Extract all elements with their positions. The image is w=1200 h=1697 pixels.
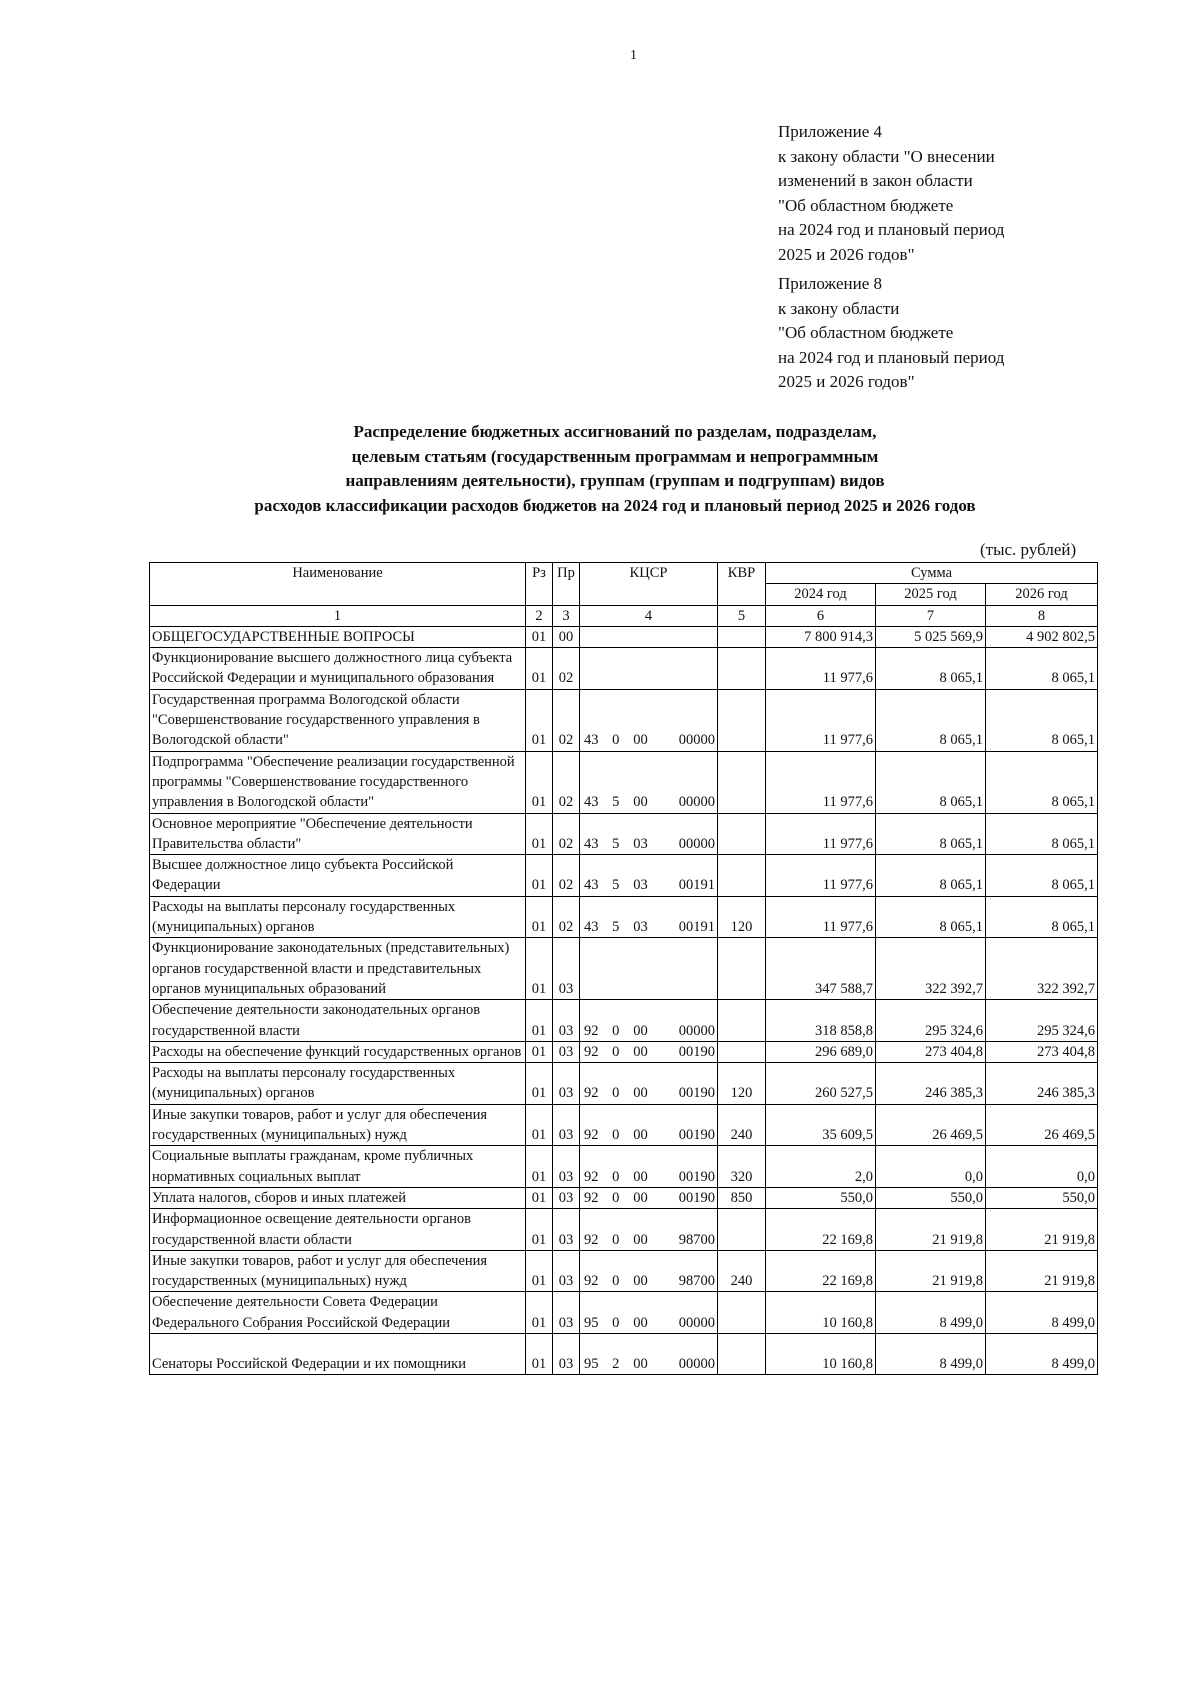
kcsr-part: 00000 [678,835,715,852]
header-pr: Пр [553,563,580,606]
kcsr-part: 95 [584,1314,599,1331]
row-kcsr [580,1000,718,1042]
row-pr: 03 [553,1146,580,1188]
row-kvr: 850 [718,1187,766,1208]
row-name: Высшее должностное лицо субъекта Российской Федерации [150,855,526,897]
kcsr-part: 03 [633,919,648,936]
kcsr-part: 2 [612,1355,620,1372]
row-value-2025: 21 919,8 [876,1250,986,1292]
kcsr-part: 92 [584,1189,599,1206]
row-name: Подпрограмма "Обеспечение реализации государственной программы "Совершенствование государственного управления в Вологодской области" [150,751,526,813]
kcsr-part: 00 [633,1273,648,1290]
row-pr: 03 [553,1187,580,1208]
row-name: Иные закупки товаров, работ и услуг для обеспечения государственных (муниципальных) нужд [150,1104,526,1146]
row-kcsr [580,1209,718,1251]
appendix-8-line: "Об областном бюджете [778,323,954,342]
kcsr-part: 0 [612,732,620,749]
row-value-2026: 246 385,3 [986,1063,1098,1105]
row-name: Основное мероприятие "Обеспечение деятельности Правительства области" [150,813,526,855]
row-pr: 03 [553,1063,580,1105]
kcsr-part: 0 [612,1231,620,1248]
row-value-2026: 0,0 [986,1146,1098,1188]
row-value-2026: 8 065,1 [986,896,1098,938]
kcsr-part: 00 [633,1231,648,1248]
row-value-2026: 295 324,6 [986,1000,1098,1042]
appendix-8-line: на 2024 год и плановый период [778,347,1005,367]
row-value-2026: 8 065,1 [986,813,1098,855]
kcsr-part: 00 [633,1022,648,1039]
row-rz: 01 [526,1187,553,1208]
row-pr: 03 [553,938,580,1000]
row-value-2026: 550,0 [986,1187,1098,1208]
row-name: Информационное освещение деятельности органов государственной власти области [150,1209,526,1251]
column-number: 6 [766,605,876,626]
row-value-2025: 8 065,1 [876,689,986,751]
row-kvr: 240 [718,1250,766,1292]
row-value-2025: 246 385,3 [876,1063,986,1105]
row-value-2024: 11 977,6 [766,896,876,938]
budget-table [149,562,1098,1375]
kcsr-part: 92 [584,1168,599,1185]
row-pr: 02 [553,855,580,897]
table-row [150,648,1098,690]
row-kcsr [580,1146,718,1188]
row-kvr [718,855,766,897]
row-kvr: 320 [718,1146,766,1188]
row-pr: 03 [553,1041,580,1062]
kcsr-part: 92 [584,1022,599,1039]
row-value-2025: 8 065,1 [876,855,986,897]
table-row [150,1000,1098,1042]
row-value-2024: 22 169,8 [766,1250,876,1292]
title-line: направлениям деятельности), группам (группам и подгруппам) видов [345,471,885,490]
row-value-2025: 8 499,0 [876,1333,986,1374]
kcsr-part: 43 [584,919,599,936]
header-year-2026: 2026 год [986,584,1098,605]
row-value-2024: 22 169,8 [766,1209,876,1251]
row-kvr [718,1209,766,1251]
row-value-2025: 8 065,1 [876,896,986,938]
kcsr-part: 00191 [678,877,715,894]
row-value-2026: 8 065,1 [986,648,1098,690]
row-name: Расходы на обеспечение функций государственных органов [150,1041,526,1062]
table-row [150,896,1098,938]
row-kcsr [580,626,718,647]
kcsr-part: 00190 [678,1189,715,1206]
row-value-2026: 8 065,1 [986,855,1098,897]
row-kcsr [580,1250,718,1292]
row-kvr: 120 [718,1063,766,1105]
row-value-2025: 8 065,1 [876,648,986,690]
kcsr-part: 00 [633,1355,648,1372]
row-pr: 03 [553,1292,580,1334]
document-title [120,420,1110,518]
header-sum: Сумма [766,563,1098,584]
table-row [150,689,1098,751]
header-year-2024: 2024 год [766,584,876,605]
table-body [150,626,1098,1374]
kcsr-part: 5 [612,919,620,936]
row-name: Функционирование законодательных (представительных) органов государственной власти и представительных органов муниципальных образований [150,938,526,1000]
row-rz: 01 [526,1146,553,1188]
row-value-2024: 35 609,5 [766,1104,876,1146]
appendix-4-line: изменений в закон области [778,171,973,190]
row-pr: 02 [553,813,580,855]
row-value-2025: 273 404,8 [876,1041,986,1062]
table-row [150,1209,1098,1251]
row-kvr [718,751,766,813]
kcsr-part: 0 [612,1085,620,1102]
kcsr-part: 00 [633,1127,648,1144]
table-row [150,1146,1098,1188]
row-value-2024: 10 160,8 [766,1292,876,1334]
kcsr-part: 92 [584,1127,599,1144]
row-rz: 01 [526,855,553,897]
kcsr-part: 00 [633,1189,648,1206]
row-value-2025: 295 324,6 [876,1000,986,1042]
column-number: 2 [526,605,553,626]
row-pr: 02 [553,751,580,813]
kcsr-part: 98700 [678,1231,715,1248]
table-row [150,1250,1098,1292]
table-row [150,626,1098,647]
table-row [150,1063,1098,1105]
row-name: Обеспечение деятельности Совета Федерации Федерального Собрания Российской Федерации [150,1292,526,1334]
row-value-2024: 260 527,5 [766,1063,876,1105]
header-kcsr: КЦСР [580,563,718,606]
row-value-2024: 11 977,6 [766,648,876,690]
row-value-2025: 5 025 569,9 [876,626,986,647]
row-value-2024: 318 858,8 [766,1000,876,1042]
table-row [150,1333,1098,1374]
row-rz: 01 [526,1292,553,1334]
kcsr-part: 95 [584,1355,599,1372]
kcsr-part: 00000 [678,1314,715,1331]
row-value-2024: 11 977,6 [766,689,876,751]
row-pr: 03 [553,1250,580,1292]
row-rz: 01 [526,1041,553,1062]
row-rz: 01 [526,648,553,690]
row-value-2026: 273 404,8 [986,1041,1098,1062]
kcsr-part: 92 [584,1231,599,1248]
row-value-2026: 8 499,0 [986,1292,1098,1334]
row-rz: 01 [526,813,553,855]
appendix-4-note [778,120,1078,267]
column-number: 1 [150,605,526,626]
header-kvr: КВР [718,563,766,606]
kcsr-part: 00190 [678,1085,715,1102]
row-value-2026: 8 499,0 [986,1333,1098,1374]
row-kvr [718,648,766,690]
row-rz: 01 [526,896,553,938]
row-rz: 01 [526,689,553,751]
table-row [150,1104,1098,1146]
row-kvr [718,1292,766,1334]
row-value-2024: 7 800 914,3 [766,626,876,647]
kcsr-part: 00000 [678,1355,715,1372]
header-year-2025: 2025 год [876,584,986,605]
kcsr-part: 00 [633,794,648,811]
kcsr-part: 92 [584,1273,599,1290]
table-row [150,1041,1098,1062]
table-row [150,855,1098,897]
appendix-8-line: 2025 и 2026 годов" [778,372,915,391]
column-number: 3 [553,605,580,626]
kcsr-part: 92 [584,1043,599,1060]
row-name: Социальные выплаты гражданам, кроме публичных нормативных социальных выплат [150,1146,526,1188]
row-rz: 01 [526,1000,553,1042]
title-line: целевым статьям (государственным программам и непрограммным [351,446,879,466]
row-value-2025: 26 469,5 [876,1104,986,1146]
kcsr-part: 0 [612,1189,620,1206]
row-pr: 03 [553,1209,580,1251]
row-name: Уплата налогов, сборов и иных платежей [150,1187,526,1208]
kcsr-part: 92 [584,1085,599,1102]
kcsr-part: 0 [612,1168,620,1185]
row-name: Государственная программа Вологодской области "Совершенствование государственного управления в Вологодской области" [150,689,526,751]
row-value-2026: 8 065,1 [986,689,1098,751]
kcsr-part: 00000 [678,794,715,811]
header-rz: Рз [526,563,553,606]
row-name: Иные закупки товаров, работ и услуг для обеспечения государственных (муниципальных) нужд [150,1250,526,1292]
kcsr-part: 00190 [678,1043,715,1060]
header-name: Наименование [150,563,526,606]
row-rz: 01 [526,1063,553,1105]
row-kvr [718,689,766,751]
row-pr: 02 [553,648,580,690]
kcsr-part: 03 [633,835,648,852]
kcsr-part: 5 [612,794,620,811]
row-kvr [718,813,766,855]
kcsr-part: 00190 [678,1168,715,1185]
row-rz: 01 [526,626,553,647]
column-number: 7 [876,605,986,626]
row-value-2024: 11 977,6 [766,751,876,813]
kcsr-part: 0 [612,1022,620,1039]
kcsr-part: 00 [633,1043,648,1060]
kcsr-part: 00191 [678,919,715,936]
row-kvr [718,938,766,1000]
row-kvr [718,1333,766,1374]
kcsr-part: 0 [612,1314,620,1331]
kcsr-part: 43 [584,794,599,811]
row-value-2025: 21 919,8 [876,1209,986,1251]
kcsr-part: 00000 [678,1022,715,1039]
row-kcsr [580,1104,718,1146]
kcsr-part: 0 [612,1127,620,1144]
row-kcsr [580,751,718,813]
row-value-2024: 296 689,0 [766,1041,876,1062]
kcsr-part: 00 [633,732,648,749]
row-kvr: 240 [718,1104,766,1146]
table-row [150,813,1098,855]
row-rz: 01 [526,938,553,1000]
row-kvr: 120 [718,896,766,938]
row-pr: 02 [553,689,580,751]
kcsr-part: 43 [584,877,599,894]
row-value-2024: 2,0 [766,1146,876,1188]
row-value-2026: 21 919,8 [986,1250,1098,1292]
title-line: Распределение бюджетных ассигнований по разделам, подразделам, [353,422,877,441]
row-value-2024: 10 160,8 [766,1333,876,1374]
row-kcsr [580,1041,718,1062]
row-value-2026: 8 065,1 [986,751,1098,813]
column-number: 5 [718,605,766,626]
kcsr-part: 00 [633,1314,648,1331]
row-rz: 01 [526,1104,553,1146]
table-row [150,938,1098,1000]
row-value-2026: 21 919,8 [986,1209,1098,1251]
appendix-4-line: к закону области "О внесении [778,146,995,166]
row-kcsr [580,855,718,897]
appendix-4-line: 2025 и 2026 годов" [778,244,915,264]
kcsr-part: 00000 [678,732,715,749]
table-row [150,1292,1098,1334]
row-kvr [718,1000,766,1042]
row-value-2025: 8 499,0 [876,1292,986,1334]
kcsr-part: 00 [633,1168,648,1185]
table-row [150,751,1098,813]
row-name: Функционирование высшего должностного лица субъекта Российской Федерации и муниципального образования [150,648,526,690]
row-value-2024: 11 977,6 [766,855,876,897]
row-pr: 03 [553,1333,580,1374]
appendix-8-note [778,272,1078,395]
row-value-2024: 11 977,6 [766,813,876,855]
row-kcsr [580,1063,718,1105]
units-label: (тыс. рублей) [980,540,1077,559]
row-name: Обеспечение деятельности законодательных органов государственной власти [150,1000,526,1042]
kcsr-part: 43 [584,835,599,852]
kcsr-part: 5 [612,877,620,894]
table-row [150,1187,1098,1208]
row-pr: 00 [553,626,580,647]
row-kcsr [580,689,718,751]
appendix-8-line: Приложение 8 [778,274,882,293]
row-name: Расходы на выплаты персоналу государственных (муниципальных) органов [150,896,526,938]
row-kvr [718,1041,766,1062]
kcsr-part: 5 [612,835,620,852]
row-value-2025: 8 065,1 [876,813,986,855]
row-kcsr [580,938,718,1000]
row-name: ОБЩЕГОСУДАРСТВЕННЫЕ ВОПРОСЫ [150,626,526,647]
row-kcsr [580,813,718,855]
row-pr: 03 [553,1104,580,1146]
kcsr-part: 43 [584,732,599,749]
column-number: 4 [580,605,718,626]
row-kcsr [580,1333,718,1374]
row-value-2024: 347 588,7 [766,938,876,1000]
kcsr-part: 0 [612,1043,620,1060]
row-value-2024: 550,0 [766,1187,876,1208]
row-pr: 03 [553,1000,580,1042]
kcsr-part: 00190 [678,1127,715,1144]
row-name: Расходы на выплаты персоналу государственных (муниципальных) органов [150,1063,526,1105]
row-rz: 01 [526,1333,553,1374]
row-value-2025: 0,0 [876,1146,986,1188]
row-rz: 01 [526,1250,553,1292]
row-value-2025: 550,0 [876,1187,986,1208]
row-value-2026: 26 469,5 [986,1104,1098,1146]
appendix-4-line: на 2024 год и плановый период [778,220,1005,239]
row-pr: 02 [553,896,580,938]
row-value-2025: 8 065,1 [876,751,986,813]
row-kcsr [580,1292,718,1334]
row-value-2026: 322 392,7 [986,938,1098,1000]
row-kcsr [580,1187,718,1208]
row-rz: 01 [526,1209,553,1251]
appendix-4-line: Приложение 4 [778,122,882,141]
row-kvr [718,626,766,647]
kcsr-part: 03 [633,877,648,894]
row-value-2026: 4 902 802,5 [986,626,1098,647]
row-rz: 01 [526,751,553,813]
column-number: 8 [986,605,1098,626]
row-name: Сенаторы Российской Федерации и их помощники [150,1333,526,1374]
kcsr-part: 00 [633,1085,648,1102]
title-line: расходов классификации расходов бюджетов на 2024 год и плановый период 2025 и 2026 годов [254,495,976,515]
kcsr-part: 98700 [678,1273,715,1290]
kcsr-part: 0 [612,1273,620,1290]
row-value-2025: 322 392,7 [876,938,986,1000]
appendix-8-line: к закону области [778,298,900,318]
appendix-4-line: "Об областном бюджете [778,195,954,215]
page-number: 1 [630,48,637,63]
row-kcsr [580,896,718,938]
row-kcsr [580,648,718,690]
